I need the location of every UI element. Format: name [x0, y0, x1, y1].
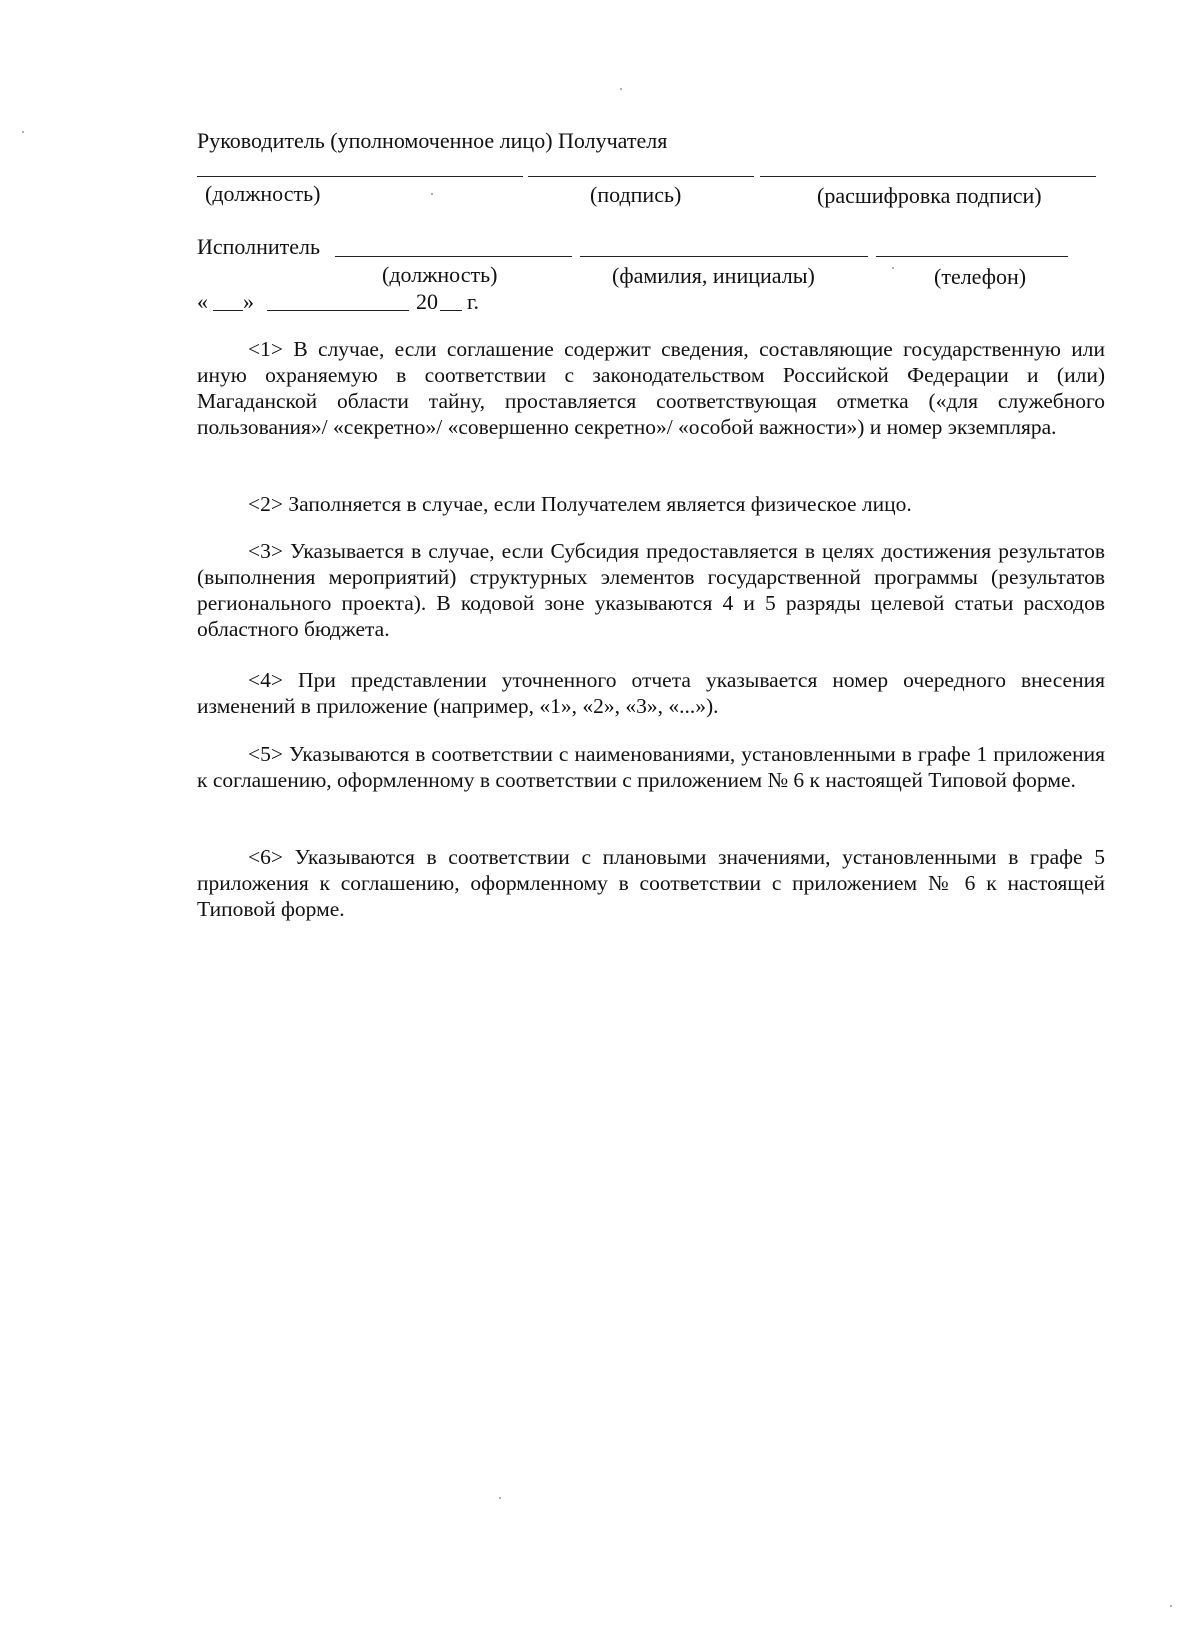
scan-speck: [1170, 1605, 1172, 1607]
date-day-line: [213, 310, 243, 311]
position-line: [197, 176, 523, 177]
scan-speck: [22, 131, 24, 133]
date-open-quote: «: [197, 289, 208, 314]
head-title: Руководитель (уполномоченное лицо) Получателя: [197, 128, 668, 153]
date-year-suffix: г.: [467, 289, 480, 314]
scan-speck: [499, 1497, 501, 1499]
decoding-line: [760, 176, 1096, 177]
footnote-6: <6> Указываются в соответствии с плановыми значениями, установленными в графе 5 приложения к соглашению, оформленному в соответствии с приложением № 6 к настоящей Типовой форме.: [197, 845, 1105, 921]
footnote-3: <3> Указывается в случае, если Субсидия предоставляется в целях достижения результатов (выполнения мероприятий) структурных элементов государственной программы (результатов регионального проекта). В кодовой зоне указываются 4 и 5 разряды целевой статьи расходов областного бюджета.: [197, 539, 1105, 641]
scan-speck: [892, 267, 894, 269]
date-year-prefix: 20: [416, 289, 438, 314]
caption-position: (должность): [205, 181, 321, 206]
caption-signature: (подпись): [590, 182, 682, 207]
footnote-2: <2> Заполняется в случае, если Получателем является физическое лицо.: [248, 492, 912, 516]
executor-caption-name: (фамилия, инициалы): [612, 263, 815, 288]
footnote-1: <1> В случае, если соглашение содержит сведения, составляющие государственную или иную охраняемую в соответствии с законодательством Российской Федерации и (или) Магаданской области тайну, проставляется соответствующая отметка («для служебного пользования»/ «секретно»/ «совершенно секретно»/ «особой важности») и номер экземпляра.: [197, 337, 1105, 439]
executor-caption-phone: (телефон): [934, 264, 1027, 289]
executor-label: Исполнитель: [197, 234, 321, 259]
executor-name-line: [580, 256, 868, 257]
scan-speck: [620, 88, 622, 90]
signature-line: [528, 176, 754, 177]
date-close-quote: »: [243, 289, 254, 314]
date-year-line: [440, 310, 462, 311]
executor-position-line: [335, 256, 572, 257]
caption-decoding: (расшифровка подписи): [817, 183, 1042, 208]
footnote-4: <4> При представлении уточненного отчета указывается номер очередного внесения изменений в приложение (например, «1», «2», «3», «...»).: [197, 668, 1105, 718]
scan-speck: [431, 193, 433, 195]
footnote-5: <5> Указываются в соответствии с наименованиями, установленными в графе 1 приложения к соглашению, оформленному в соответствии с приложением № 6 к настоящей Типовой форме.: [197, 742, 1105, 792]
date-month-line: [267, 310, 409, 311]
executor-caption-position: (должность): [382, 262, 498, 287]
executor-phone-line: [876, 256, 1068, 257]
